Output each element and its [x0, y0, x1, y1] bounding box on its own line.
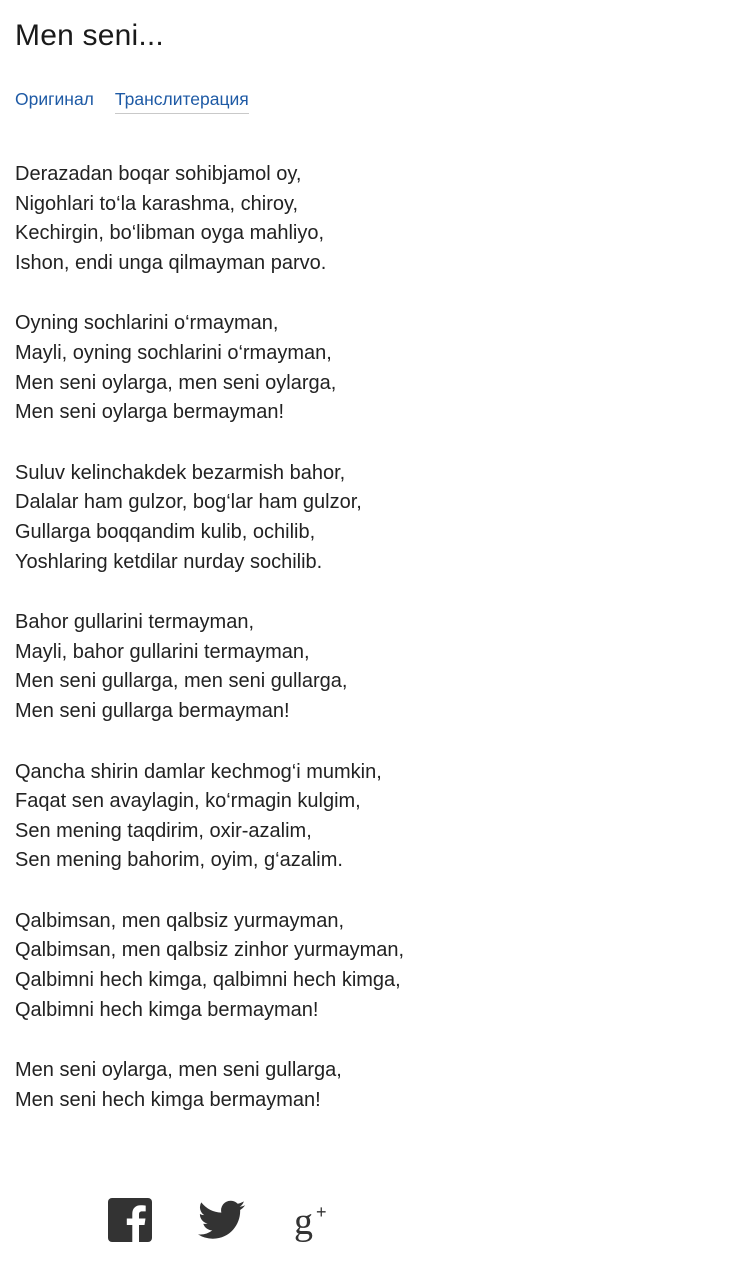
lyric-line: Men seni hech kimga bermayman!: [15, 1088, 321, 1111]
lyrics-text: [15, 160, 735, 1115]
lyric-line: Bahor gullarini termayman,: [15, 611, 254, 634]
lyric-line: Sen mening taqdirim, oxir-azalim,: [15, 819, 312, 842]
lyrics-tabs: [15, 88, 735, 114]
stanza: [15, 758, 735, 876]
lyric-line: Faqat sen avaylagin, ko‘rmagin kulgim,: [15, 790, 361, 813]
stanza: [15, 907, 735, 1025]
lyric-line: Qalbimni hech kimga, qalbimni hech kimga,: [15, 969, 401, 992]
lyric-line: Yoshlaring ketdilar nurday sochilib.: [15, 550, 323, 573]
stanza: [15, 160, 735, 278]
stanza: [15, 309, 735, 427]
lyric-line: Mayli, oyning sochlarini o‘rmayman,: [15, 341, 332, 364]
tab-transliteration[interactable]: Транслитерация: [115, 88, 249, 114]
lyric-line: Derazadan boqar sohibjamol oy,: [15, 163, 302, 185]
lyric-line: Ishon, endi unga qilmayman parvo.: [15, 251, 327, 274]
lyric-line: Qalbimsan, men qalbsiz zinhor yurmayman,: [15, 939, 405, 962]
lyric-line: Gullarga boqqandim kulib, ochilib,: [15, 520, 316, 543]
lyric-line: Men seni oylarga, men seni oylarga,: [15, 371, 337, 394]
lyric-line: Dalalar ham gulzor, bog‘lar ham gulzor,: [15, 491, 362, 514]
lyric-line: Mayli, bahor gullarini termayman,: [15, 640, 310, 663]
twitter-share-button[interactable]: [198, 1196, 246, 1244]
page-title: Men seni...: [15, 19, 164, 52]
lyric-line: Qalbimni hech kimga bermayman!: [15, 998, 319, 1021]
google-plus-share-button[interactable]: [290, 1196, 338, 1244]
lyric-line: Oyning sochlarini o‘rmayman,: [15, 312, 279, 335]
facebook-share-button[interactable]: [106, 1196, 154, 1244]
lyric-line: Suluv kelinchakdek bezarmish bahor,: [15, 461, 346, 484]
twitter-icon: [198, 1196, 246, 1244]
stanza: [15, 459, 735, 577]
lyric-line: Men seni oylarga bermayman!: [15, 401, 285, 424]
lyric-line: Sen mening bahorim, oyim, g‘azalim.: [15, 849, 343, 872]
share-bar: [106, 1196, 338, 1244]
google-plus-icon: [290, 1196, 338, 1244]
lyric-line: Men seni oylarga, men seni gullarga,: [15, 1059, 342, 1082]
svg-text:+: +: [316, 1202, 327, 1222]
lyric-line: Men seni gullarga bermayman!: [15, 699, 290, 722]
stanza: [15, 608, 735, 726]
svg-text:g: g: [294, 1201, 313, 1243]
lyric-line: Kechirgin, bo‘libman oyga mahliyo,: [15, 222, 325, 245]
facebook-icon: [106, 1196, 154, 1244]
stanza: [15, 1056, 735, 1115]
lyric-line: Men seni gullarga, men seni gullarga,: [15, 670, 348, 693]
lyric-line: Nigohlari to‘la karashma, chiroy,: [15, 192, 299, 215]
lyric-line: Qalbimsan, men qalbsiz yurmayman,: [15, 909, 345, 932]
lyric-line: Qancha shirin damlar kechmog‘i mumkin,: [15, 760, 382, 783]
tab-original[interactable]: Оригинал: [15, 89, 94, 109]
